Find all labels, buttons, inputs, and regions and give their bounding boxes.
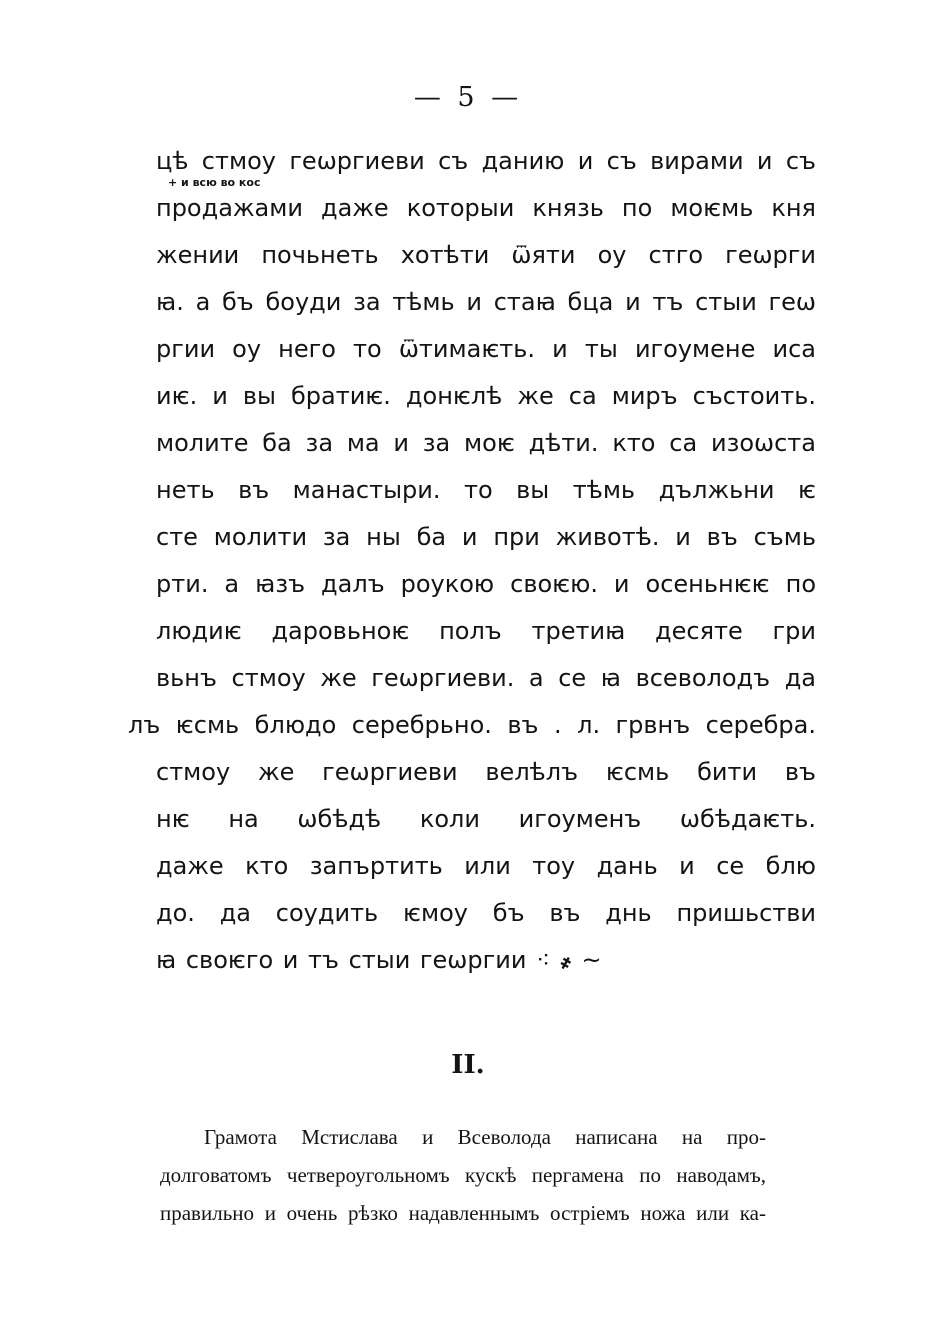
charter-line-14: стмоу же геѡргиеви велѣлъ ѥсмь бити въ xyxy=(156,758,816,786)
charter-line-3: жении почьнеть хотѣти ѿяти оу стго геѡрги xyxy=(156,241,816,269)
charter-line-6: иѥ. и вы братиѥ. донѥлѣ же са миръ състоить. xyxy=(156,382,816,410)
charter-line-13: лъ ѥсмь блюдо серебрьно. въ . л. грвнъ серебра. xyxy=(128,711,816,739)
commentary-line-1: Грамота Мстислава и Всеволода написана на про- xyxy=(204,1125,766,1149)
charter-line-17: до. да соудить ѥмоу бъ въ днь пришьстви xyxy=(156,899,816,927)
charter-line-8: неть въ манастыри. то вы тѣмь дължьни ѥ xyxy=(156,476,816,504)
section-number: II. xyxy=(451,1050,485,1080)
charter-line-18: ꙗ своѥго и тъ стыи геѡргии ⁖ ҂ ~ xyxy=(156,946,602,974)
charter-line-9: сте молити за ны ба и при животѣ. и въ съмь xyxy=(156,523,816,551)
charter-line-1: цѣ стмоу геѡргиеви съ данию и съ вирами и съ xyxy=(156,147,816,175)
commentary-line-2: долговатомъ четвероугольномъ кускѣ пергамена по наводамъ, xyxy=(160,1163,766,1187)
interlinear-insertion: + и всю во кос xyxy=(168,176,261,189)
charter-line-16: даже кто запъртить или тоу дань и се блю xyxy=(156,852,816,880)
charter-line-11: людиѥ даровьноѥ полъ третиꙗ десяте гри xyxy=(156,617,816,645)
charter-line-2: продажами даже которыи князь по моѥмь кня xyxy=(156,194,816,222)
commentary-paragraph xyxy=(160,1122,766,1236)
charter-line-4: ꙗ. а бъ боуди за тѣмь и стаꙗ бца и тъ стыи геѡ xyxy=(156,288,816,316)
charter-line-15: нѥ на ѡбѣдѣ коли игоуменъ ѡбѣдаѥть. xyxy=(156,805,816,833)
charter-line-10: рти. а ꙗзъ далъ роукою своѥю. и осеньнѥѥ по xyxy=(156,570,816,598)
charter-line-7: молите ба за ма и за моѥ дѣти. кто са изоѡста xyxy=(156,429,816,457)
charter-line-5: ргии оу него то ѿтимаѥть. и ты игоумене иса xyxy=(156,335,816,363)
page-number: — 5 — xyxy=(413,82,523,113)
charter-text xyxy=(128,146,816,992)
commentary-line-3: правильно и очень рѣзко надавленнымъ остріемъ ножа или ка- xyxy=(160,1201,766,1225)
charter-line-12: вьнъ стмоу же геѡргиеви. а се ꙗ всеволодъ да xyxy=(156,664,816,692)
